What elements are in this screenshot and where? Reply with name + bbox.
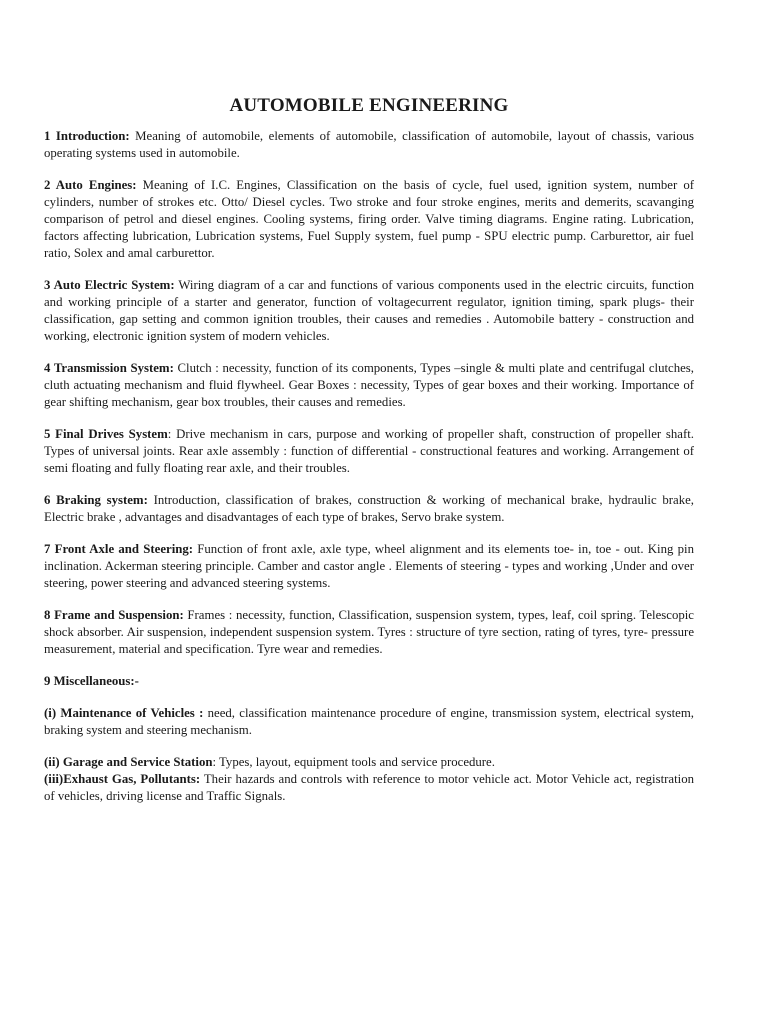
section-body: Introduction, classification of brakes, construction & working of mechanical brake, hydraulic brake, Electric brake , advantages and disadvantages of each type of brakes, Servo brake system. <box>44 493 695 524</box>
section-frame-suspension <box>44 607 694 658</box>
section-body: Meaning of I.C. Engines, Classification on the basis of cycle, fuel used, ignition system, number of cylinders, number of strokes etc. Otto/ Diesel cycles. Two stroke and four stroke engines, merits and demerits, scavanging comparison of petrol and diesel engines. Cooling systems, firing order. Valve timing diagrams. Engine rating. Lubrication, factors affecting lubrication, Lubrication systems, Fuel Supply system, fuel pump - SPU electric pump. Carburettor, air fuel ratio, Solex and amal carburettor. <box>44 178 694 260</box>
section-heading: 5 Final Drives System <box>44 427 168 441</box>
misc-maintenance-of-vehicles <box>44 705 694 739</box>
misc-exhaust-gas-pollutants <box>44 771 694 805</box>
section-heading: 8 Frame and Suspension: <box>44 608 184 622</box>
section-auto-electric-system <box>44 277 694 345</box>
section-auto-engines <box>44 177 694 262</box>
section-body: : Drive mechanism in cars, purpose and working of propeller shaft, construction of propeller shaft. Types of universal joints. Rear axle assembly : function of differential - constructional features and working. Arrangement of semi floating and fully floating rear axle, and their troubles. <box>44 427 694 475</box>
section-introduction <box>44 128 694 162</box>
misc-body: Their hazards and controls with reference to motor vehicle act. Motor Vehicle act, registration of vehicles, driving license and Traffic Signals. <box>44 772 694 803</box>
section-transmission-system <box>44 360 694 411</box>
section-body: Clutch : necessity, function of its components, Types –single & multi plate and centrifugal clutches, cluth actuating mechanism and fluid flywheel. Gear Boxes : necessity, Types of gear boxes and their working. Importance of gear shifting mechanism, gear box troubles, their causes and remedies. <box>44 361 694 409</box>
page-title: AUTOMOBILE ENGINEERING <box>229 95 509 116</box>
section-front-axle-steering <box>44 541 694 592</box>
section-final-drives-system <box>44 426 694 477</box>
section-heading: 6 Braking system: <box>44 493 148 507</box>
misc-body: need, classification maintenance procedure of engine, transmission system, electrical system, braking system and steering mechanism. <box>44 706 694 737</box>
misc-heading: (i) Maintenance of Vehicles : <box>44 706 204 720</box>
section-heading: 4 Transmission System: <box>44 361 174 375</box>
misc-heading: (iii)Exhaust Gas, Pollutants: <box>44 772 201 786</box>
section-heading: 7 Front Axle and Steering: <box>44 542 194 556</box>
section-heading: 2 Auto Engines: <box>44 178 137 192</box>
misc-body: : Types, layout, equipment tools and service procedure. <box>212 755 495 769</box>
section-heading: 3 Auto Electric System: <box>44 278 175 292</box>
section-body: Function of front axle, axle type, wheel alignment and its elements toe- in, toe - out. King pin inclination. Ackerman steering principle. Camber and castor angle . Elements of steering - types and working ,Under and over steering, power steering and advanced steering systems. <box>44 542 694 590</box>
section-body: Meaning of automobile, elements of automobile, classification of automobile, layout of chassis, various operating systems used in automobile. <box>44 129 694 160</box>
section-heading: 1 Introduction: <box>44 129 130 143</box>
section-body: Wiring diagram of a car and functions of various components used in the electric circuits, function and working principle of a starter and generator, function of voltagecurrent regulator, ignition timing, spark plugs- their classification, gap setting and common ignition troubles, their causes and remedies . Automobile battery - construction and working, electronic ignition system of modern vehicles. <box>44 278 694 343</box>
misc-heading: (ii) Garage and Service Station <box>44 755 213 769</box>
section-body: Frames : necessity, function, Classification, suspension system, types, leaf, coil spring. Telescopic shock absorber. Air suspension, independent suspension system. Tyres : structure of tyre section, rating of tyres, tyre- pressure measurement, material and specification. Tyre wear and remedies. <box>44 608 694 656</box>
section-braking-system <box>44 492 694 526</box>
misc-garage-service-station <box>44 754 694 771</box>
section-miscellaneous-heading: 9 Miscellaneous:- <box>44 674 139 688</box>
